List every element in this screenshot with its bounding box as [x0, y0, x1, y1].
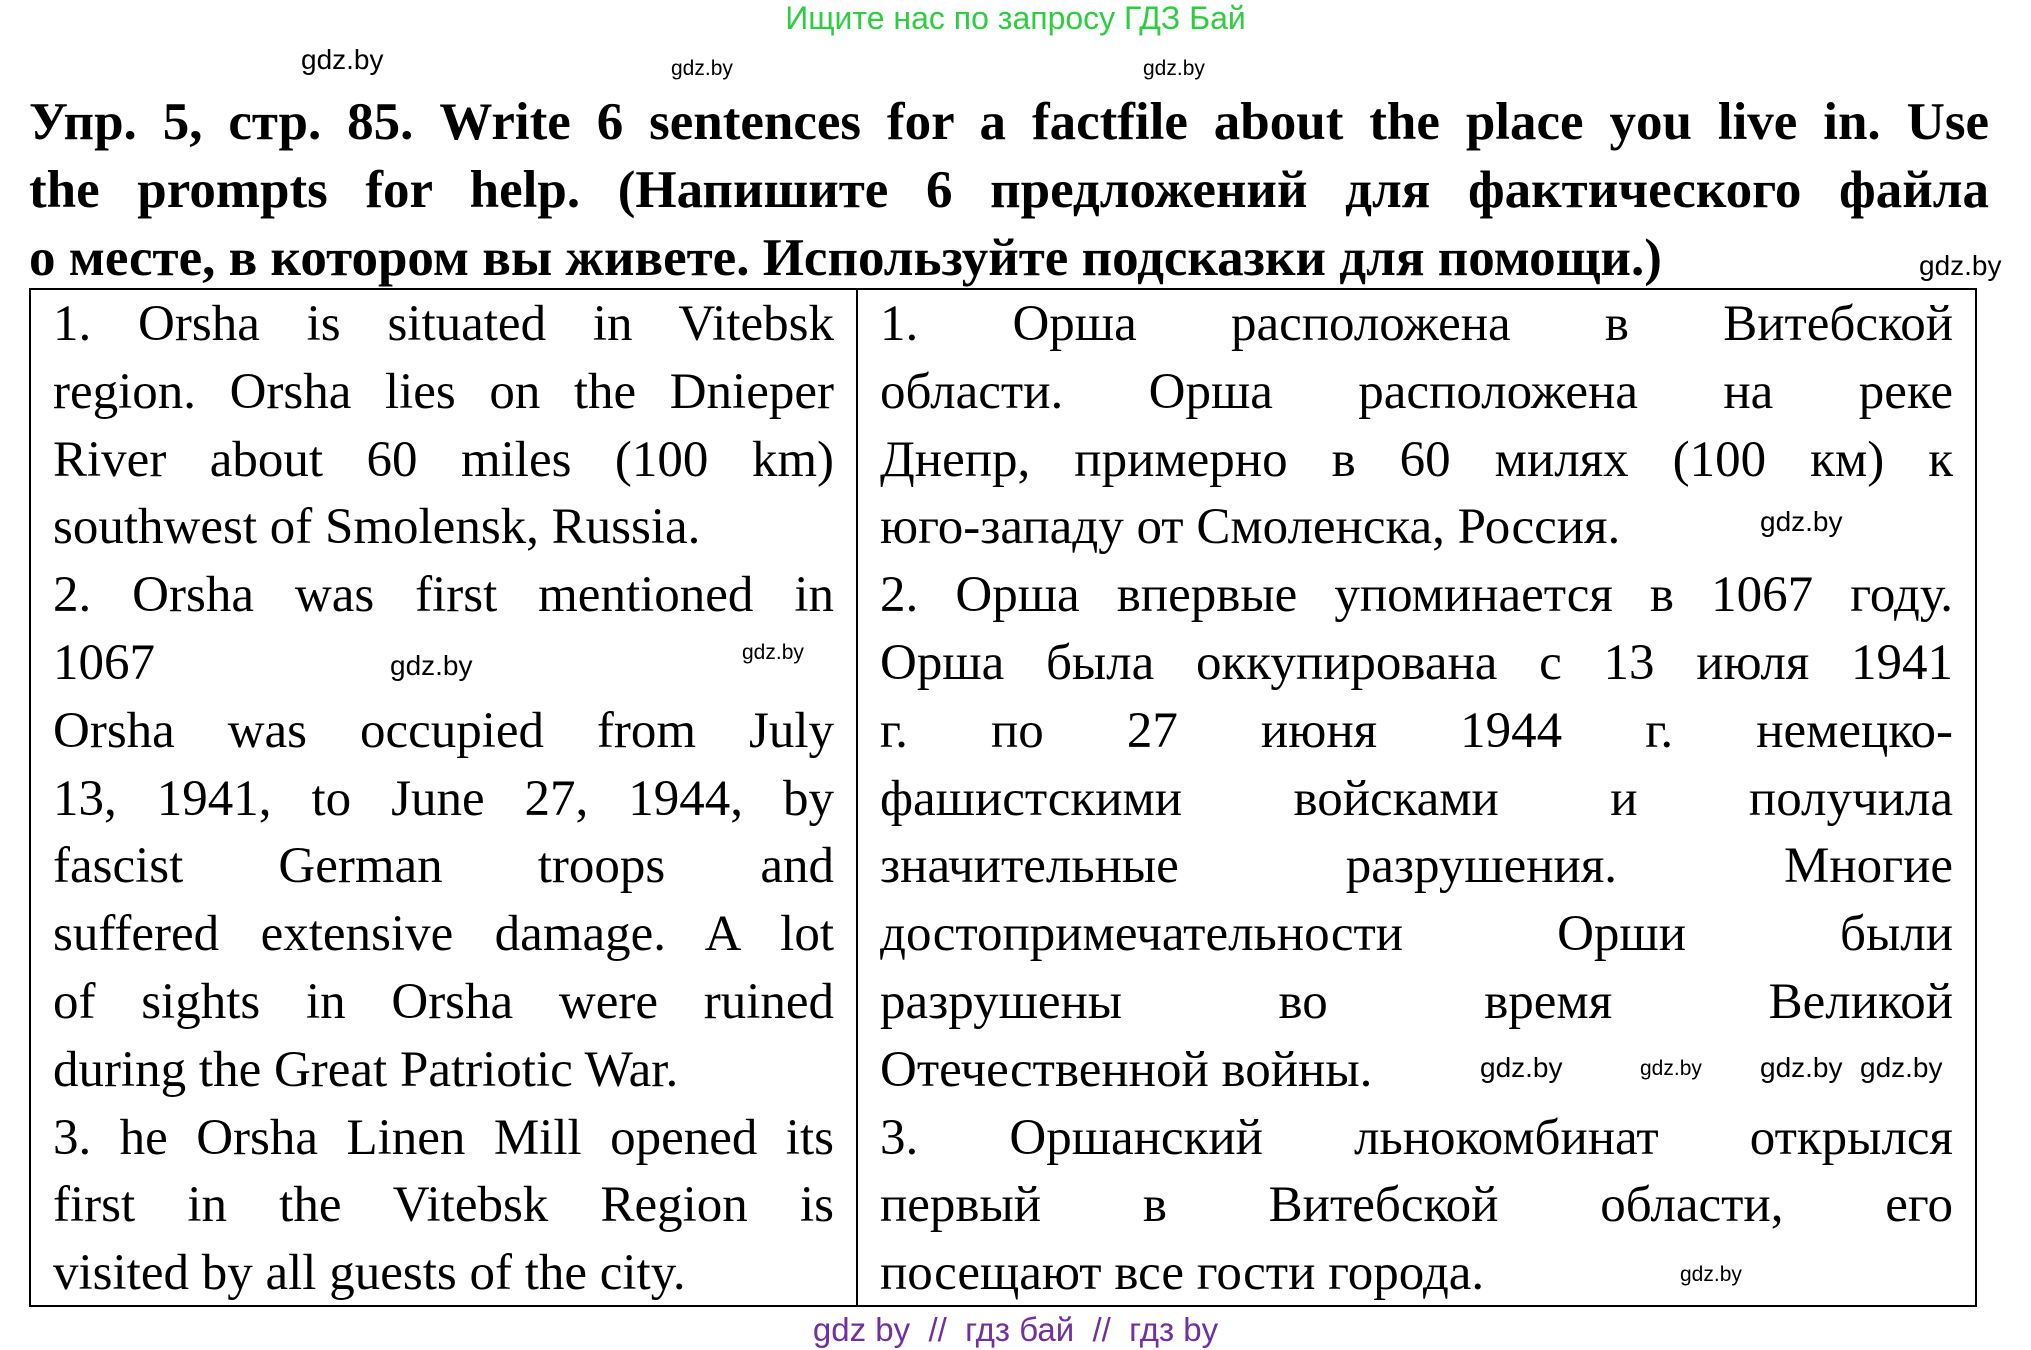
text-line: Отечественной войны. — [880, 1041, 1373, 1098]
text-line: fascist German troops and — [53, 838, 834, 895]
text-line: Orsha was occupied from July — [53, 702, 834, 759]
watermark: gdz.by — [1680, 1263, 1742, 1286]
watermark: gdz.by — [671, 57, 733, 80]
title-line: о месте, в котором вы живете. Используйте подсказки для помощи.) — [29, 229, 1662, 287]
text-line: юго-западу от Смоленска, Россия. — [880, 499, 1621, 556]
text-line: first in the Vitebsk Region is — [53, 1177, 834, 1234]
text-line: разрушены во время Великой — [880, 973, 1953, 1030]
watermark: gdz.by — [301, 44, 384, 75]
text-line: Днепр, примерно в 60 милях (100 км) к — [880, 431, 1953, 488]
text-line: during the Great Patriotic War. — [53, 1041, 679, 1098]
watermark: gdz.by — [1143, 57, 1205, 80]
text-line: 13, 1941, to June 27, 1944, by — [53, 770, 834, 827]
text-line: значительные разрушения. Многие — [880, 838, 1953, 895]
text-line: первый в Витебской области, его — [880, 1177, 1953, 1234]
text-line: г. по 27 июня 1944 г. немецко- — [880, 702, 1953, 759]
text-line: фашистскими войсками и получила — [880, 770, 1953, 827]
watermark: gdz.by — [1919, 250, 2002, 281]
answer-table — [29, 288, 1977, 1307]
text-line: 3. he Orsha Linen Mill opened its — [53, 1109, 834, 1166]
watermark: gdz.by — [1480, 1052, 1563, 1083]
title-line: Упр. 5, стр. 85. Write 6 sentences for a factfile about the place you live in. Use — [29, 93, 1989, 151]
text-line: достопримечательности Орши были — [880, 906, 1953, 963]
text-line: 3. Оршанский льнокомбинат открылся — [880, 1109, 1953, 1166]
search-banner: Ищите нас по запросу ГДЗ Бай — [785, 0, 1246, 36]
english-column — [31, 290, 858, 1305]
exercise-title — [29, 88, 1989, 292]
watermark: gdz.by — [1760, 506, 1843, 537]
watermark: gdz.by — [1640, 1057, 1702, 1080]
text-line: region. Orsha lies on the Dnieper — [53, 363, 834, 420]
title-line: the prompts for help. (Напишите 6 предложений для фактического файла — [29, 161, 1989, 219]
footer-links: gdz by // гдз бай // гдз by — [812, 1311, 1219, 1348]
text-line: посещают все гости города. — [880, 1245, 1485, 1302]
russian-column — [858, 290, 1975, 1305]
text-line: visited by all guests of the city. — [53, 1245, 686, 1302]
text-line: suffered extensive damage. A lot — [53, 906, 834, 963]
text-line: of sights in Orsha were ruined — [53, 973, 834, 1030]
watermark: gdz.by — [1760, 1052, 1843, 1083]
text-line: 1. Орша расположена в Витебской — [880, 296, 1953, 352]
watermark: gdz.by — [390, 650, 473, 681]
watermark: gdz.by — [1860, 1052, 1943, 1083]
text-line: River about 60 miles (100 km) — [53, 431, 834, 488]
text-line: области. Орша расположена на реке — [880, 363, 1953, 420]
text-line: 1. Orsha is situated in Vitebsk — [53, 296, 834, 352]
text-line: 2. Орша впервые упоминается в 1067 году. — [880, 567, 1953, 624]
text-line: southwest of Smolensk, Russia. — [53, 499, 701, 556]
text-line: Орша была оккупирована с 13 июля 1941 — [880, 634, 1953, 691]
text-line: 1067 — [53, 634, 155, 691]
text-line: 2. Orsha was first mentioned in — [53, 567, 834, 624]
watermark: gdz.by — [742, 641, 804, 664]
